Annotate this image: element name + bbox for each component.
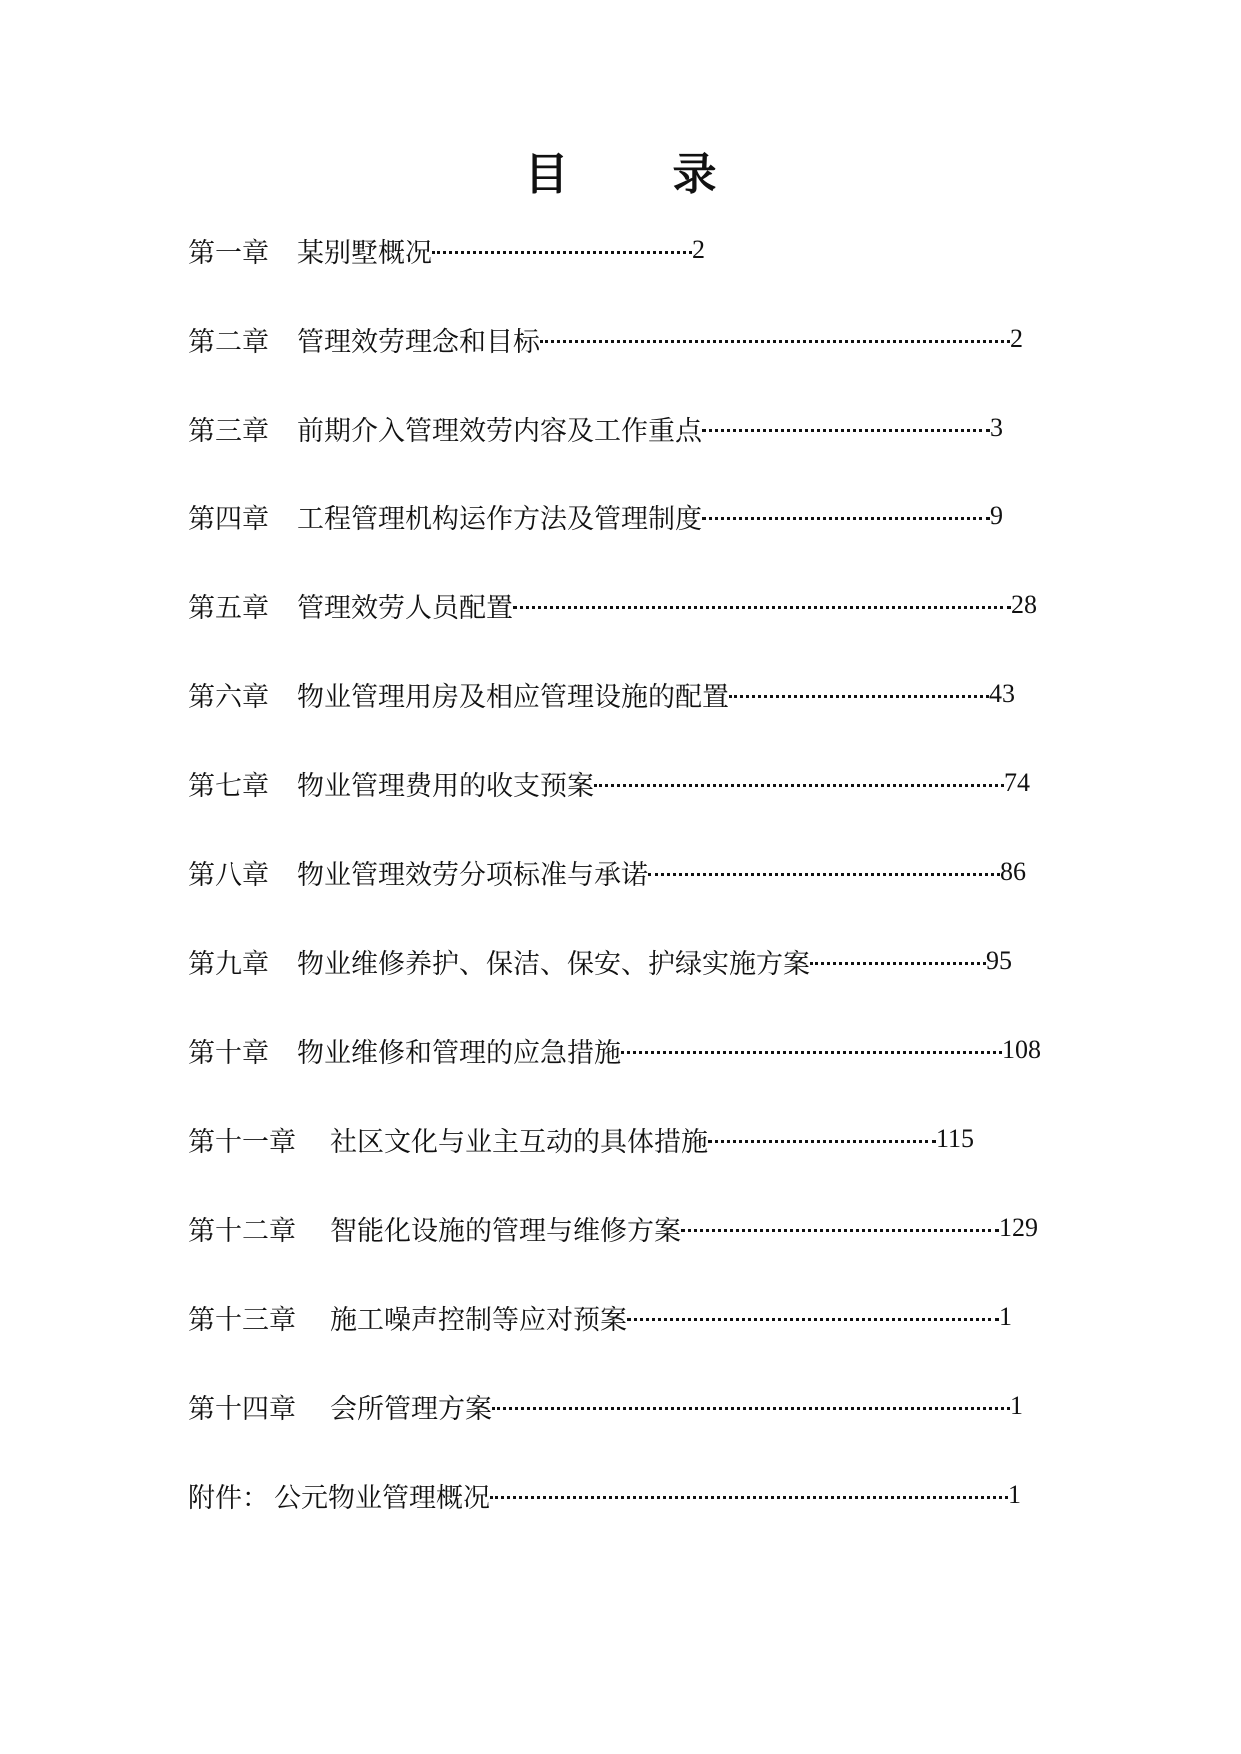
toc-entry-title: 物业管理用房及相应管理设施的配置 xyxy=(297,681,729,713)
toc-dot-leader xyxy=(810,941,986,981)
toc-chapter-label: 第十章 xyxy=(188,1037,269,1069)
toc-chapter-label: 第八章 xyxy=(188,859,269,891)
toc-chapter-label: 第十三章 xyxy=(188,1304,296,1336)
toc-chapter-label: 第三章 xyxy=(188,415,269,447)
toc-page-number: 1 xyxy=(1008,1480,1021,1509)
toc-entry[interactable] xyxy=(188,1386,1023,1426)
toc-chapter-label: 第五章 xyxy=(188,592,269,624)
toc-page-number: 3 xyxy=(990,413,1003,442)
toc-entry-title: 前期介入管理效劳内容及工作重点 xyxy=(297,415,702,447)
toc-page-number: 1 xyxy=(999,1302,1012,1331)
toc-entry[interactable] xyxy=(188,1030,1041,1070)
toc-entry-title: 公元物业管理概况 xyxy=(274,1482,490,1514)
toc-entry[interactable] xyxy=(188,1208,1038,1248)
toc-page-number: 28 xyxy=(1011,590,1037,619)
toc-page-number: 2 xyxy=(692,235,705,264)
toc-page-number: 1 xyxy=(1010,1391,1023,1420)
toc-chapter-label: 第十二章 xyxy=(188,1215,296,1247)
toc-entry[interactable] xyxy=(188,1475,1021,1515)
toc-page-number: 115 xyxy=(936,1124,975,1153)
toc-page-number: 9 xyxy=(990,501,1003,530)
toc-entry[interactable] xyxy=(188,674,1015,714)
toc-entry-title: 管理效劳人员配置 xyxy=(297,592,513,624)
toc-dot-leader xyxy=(492,1386,1010,1426)
toc-entry-title: 物业维修养护、保洁、保安、护绿实施方案 xyxy=(297,948,810,980)
toc-chapter-label: 第六章 xyxy=(188,681,269,713)
toc-chapter-label: 第七章 xyxy=(188,770,269,802)
toc-entry-title: 某别墅概况 xyxy=(297,237,432,269)
toc-dot-leader xyxy=(648,852,1000,892)
toc-dot-leader xyxy=(490,1475,1008,1515)
toc-chapter-label: 第二章 xyxy=(188,326,269,358)
toc-entry-title: 物业管理费用的收支预案 xyxy=(297,770,594,802)
page-title xyxy=(0,140,1241,200)
toc-page-number: 86 xyxy=(1000,857,1026,886)
toc-page-number: 108 xyxy=(1002,1035,1041,1064)
toc-entry[interactable] xyxy=(188,1119,974,1159)
toc-page-number: 129 xyxy=(999,1213,1038,1242)
toc-page-number: 43 xyxy=(989,679,1015,708)
toc-page-number: 2 xyxy=(1010,324,1023,353)
toc-dot-leader xyxy=(621,1030,1002,1070)
toc-entry[interactable] xyxy=(188,585,1037,625)
toc-dot-leader xyxy=(432,230,692,270)
toc-dot-leader xyxy=(702,496,990,536)
toc-dot-leader xyxy=(594,763,1004,803)
toc-dot-leader xyxy=(513,585,1011,625)
title-char-2: 录 xyxy=(672,149,717,200)
toc-entry[interactable] xyxy=(188,496,1003,536)
toc-entry-title: 施工噪声控制等应对预案 xyxy=(330,1304,627,1336)
toc-entry[interactable] xyxy=(188,319,1023,359)
toc-entry[interactable] xyxy=(188,852,1026,892)
toc-page-number: 95 xyxy=(986,946,1012,975)
toc-dot-leader xyxy=(681,1208,999,1248)
toc-chapter-label: 第九章 xyxy=(188,948,269,980)
toc-page-number: 74 xyxy=(1004,768,1030,797)
toc-chapter-label: 第四章 xyxy=(188,503,269,535)
toc-entry[interactable] xyxy=(188,763,1030,803)
toc-dot-leader xyxy=(702,408,990,448)
toc-chapter-label: 第十四章 xyxy=(188,1393,296,1425)
toc-entry-title: 会所管理方案 xyxy=(330,1393,492,1425)
toc-chapter-label: 附件： xyxy=(188,1482,269,1514)
title-char-1: 目 xyxy=(524,149,569,200)
toc-entry-title: 管理效劳理念和目标 xyxy=(297,326,540,358)
toc-dot-leader xyxy=(729,674,989,714)
toc-entry[interactable] xyxy=(188,1297,1012,1337)
toc-chapter-label: 第一章 xyxy=(188,237,269,269)
toc-dot-leader xyxy=(708,1119,936,1159)
toc-entry-title: 物业管理效劳分项标准与承诺 xyxy=(297,859,648,891)
toc-dot-leader xyxy=(540,319,1010,359)
toc-entry-title: 社区文化与业主互动的具体措施 xyxy=(330,1126,708,1158)
toc-entry[interactable] xyxy=(188,230,705,270)
toc-entry-title: 物业维修和管理的应急措施 xyxy=(297,1037,621,1069)
toc-dot-leader xyxy=(627,1297,999,1337)
toc-entry-title: 智能化设施的管理与维修方案 xyxy=(330,1215,681,1247)
toc-chapter-label: 第十一章 xyxy=(188,1126,296,1158)
toc-entry[interactable] xyxy=(188,408,1003,448)
toc-entry[interactable] xyxy=(188,941,1012,981)
toc-entry-title: 工程管理机构运作方法及管理制度 xyxy=(297,503,702,535)
